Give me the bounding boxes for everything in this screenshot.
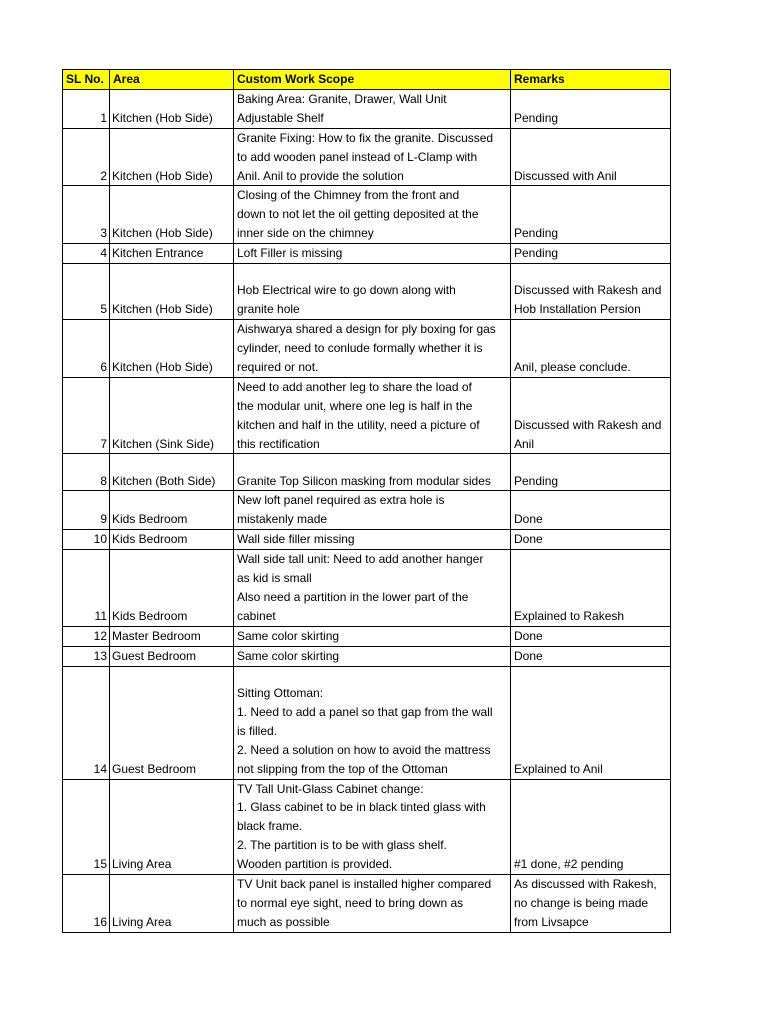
- header-remarks: Remarks: [511, 70, 671, 90]
- table-row: [63, 186, 671, 244]
- table-row: [63, 454, 671, 491]
- work-scope-table: [62, 69, 671, 933]
- remark-cell: Pending: [511, 454, 671, 491]
- area-cell: Kids Bedroom: [110, 530, 234, 550]
- table-row: [63, 646, 671, 666]
- scope-cell: Same color skirting: [234, 626, 511, 646]
- area-cell: Kitchen (Hob Side): [110, 264, 234, 320]
- table-row: [63, 530, 671, 550]
- header-sl-no: SL No.: [63, 70, 110, 90]
- scope-cell: Loft Filler is missing: [234, 244, 511, 264]
- scope-cell: Same color skirting: [234, 646, 511, 666]
- scope-cell: Closing of the Chimney from the front and down to not let the oil getting deposited at the inner side on the chimney: [234, 186, 511, 244]
- sl-no-cell: 12: [63, 626, 110, 646]
- sl-no-cell: 2: [63, 128, 110, 186]
- remark-cell: Discussed with Anil: [511, 128, 671, 186]
- sl-no-cell: 8: [63, 454, 110, 491]
- sl-no-cell: 15: [63, 779, 110, 875]
- area-cell: Master Bedroom: [110, 626, 234, 646]
- scope-cell: Hob Electrical wire to go down along with granite hole: [234, 264, 511, 320]
- area-cell: Kitchen (Both Side): [110, 454, 234, 491]
- scope-cell: Granite Top Silicon masking from modular sides: [234, 454, 511, 491]
- sl-no-cell: 11: [63, 550, 110, 627]
- sl-no-cell: 5: [63, 264, 110, 320]
- sl-no-cell: 9: [63, 491, 110, 530]
- scope-cell: Wall side filler missing: [234, 530, 511, 550]
- area-cell: Kitchen (Hob Side): [110, 186, 234, 244]
- table-row: [63, 779, 671, 875]
- area-cell: Kitchen Entrance: [110, 244, 234, 264]
- area-cell: Kitchen (Sink Side): [110, 377, 234, 454]
- sl-no-cell: 6: [63, 320, 110, 378]
- remark-cell: Pending: [511, 186, 671, 244]
- scope-cell: Aishwarya shared a design for ply boxing for gas cylinder, need to conlude formally whether it is required or not.: [234, 320, 511, 378]
- table-row: [63, 128, 671, 186]
- sl-no-cell: 13: [63, 646, 110, 666]
- scope-cell: New loft panel required as extra hole is mistakenly made: [234, 491, 511, 530]
- table-row: [63, 666, 671, 779]
- remark-cell: Done: [511, 626, 671, 646]
- area-cell: Living Area: [110, 779, 234, 875]
- scope-cell: TV Tall Unit-Glass Cabinet change: 1. Glass cabinet to be in black tinted glass with black frame. 2. The partition is to be with glass shelf. Wooden partition is provided.: [234, 779, 511, 875]
- remark-cell: Discussed with Rakesh and Hob Installation Persion: [511, 264, 671, 320]
- remark-cell: As discussed with Rakesh, no change is being made from Livsapce: [511, 875, 671, 933]
- remark-cell: Explained to Anil: [511, 666, 671, 779]
- remark-cell: Pending: [511, 244, 671, 264]
- area-cell: Kitchen (Hob Side): [110, 89, 234, 128]
- sl-no-cell: 7: [63, 377, 110, 454]
- area-cell: Guest Bedroom: [110, 646, 234, 666]
- header-area: Area: [110, 70, 234, 90]
- header-row: [63, 70, 671, 90]
- table-row: [63, 491, 671, 530]
- remark-cell: Explained to Rakesh: [511, 550, 671, 627]
- table-row: [63, 320, 671, 378]
- scope-cell: Baking Area: Granite, Drawer, Wall Unit Adjustable Shelf: [234, 89, 511, 128]
- table-row: [63, 875, 671, 933]
- scope-cell: Need to add another leg to share the load of the modular unit, where one leg is half in the kitchen and half in the utility, need a picture of this rectification: [234, 377, 511, 454]
- table-row: [63, 89, 671, 128]
- area-cell: Kids Bedroom: [110, 550, 234, 627]
- area-cell: Kids Bedroom: [110, 491, 234, 530]
- table-row: [63, 264, 671, 320]
- remark-cell: Anil, please conclude.: [511, 320, 671, 378]
- scope-cell: Granite Fixing: How to fix the granite. Discussed to add wooden panel instead of L-Clamp with Anil. Anil to provide the solution: [234, 128, 511, 186]
- scope-cell: Sitting Ottoman: 1. Need to add a panel so that gap from the wall is filled. 2. Need a solution on how to avoid the mattress not slipping from the top of the Ottoman: [234, 666, 511, 779]
- scope-cell: TV Unit back panel is installed higher compared to normal eye sight, need to bring down as much as possible: [234, 875, 511, 933]
- sl-no-cell: 16: [63, 875, 110, 933]
- table-row: [63, 550, 671, 627]
- area-cell: Guest Bedroom: [110, 666, 234, 779]
- area-cell: Living Area: [110, 875, 234, 933]
- table-row: [63, 377, 671, 454]
- area-cell: Kitchen (Hob Side): [110, 128, 234, 186]
- sl-no-cell: 1: [63, 89, 110, 128]
- remark-cell: #1 done, #2 pending: [511, 779, 671, 875]
- sl-no-cell: 3: [63, 186, 110, 244]
- remark-cell: Pending: [511, 89, 671, 128]
- remark-cell: Discussed with Rakesh and Anil: [511, 377, 671, 454]
- sl-no-cell: 4: [63, 244, 110, 264]
- remark-cell: Done: [511, 530, 671, 550]
- remark-cell: Done: [511, 491, 671, 530]
- table-row: [63, 244, 671, 264]
- sl-no-cell: 14: [63, 666, 110, 779]
- remark-cell: Done: [511, 646, 671, 666]
- sl-no-cell: 10: [63, 530, 110, 550]
- table-row: [63, 626, 671, 646]
- header-custom-work-scope: Custom Work Scope: [234, 70, 511, 90]
- scope-cell: Wall side tall unit: Need to add another hanger as kid is small Also need a partition in the lower part of the cabinet: [234, 550, 511, 627]
- area-cell: Kitchen (Hob Side): [110, 320, 234, 378]
